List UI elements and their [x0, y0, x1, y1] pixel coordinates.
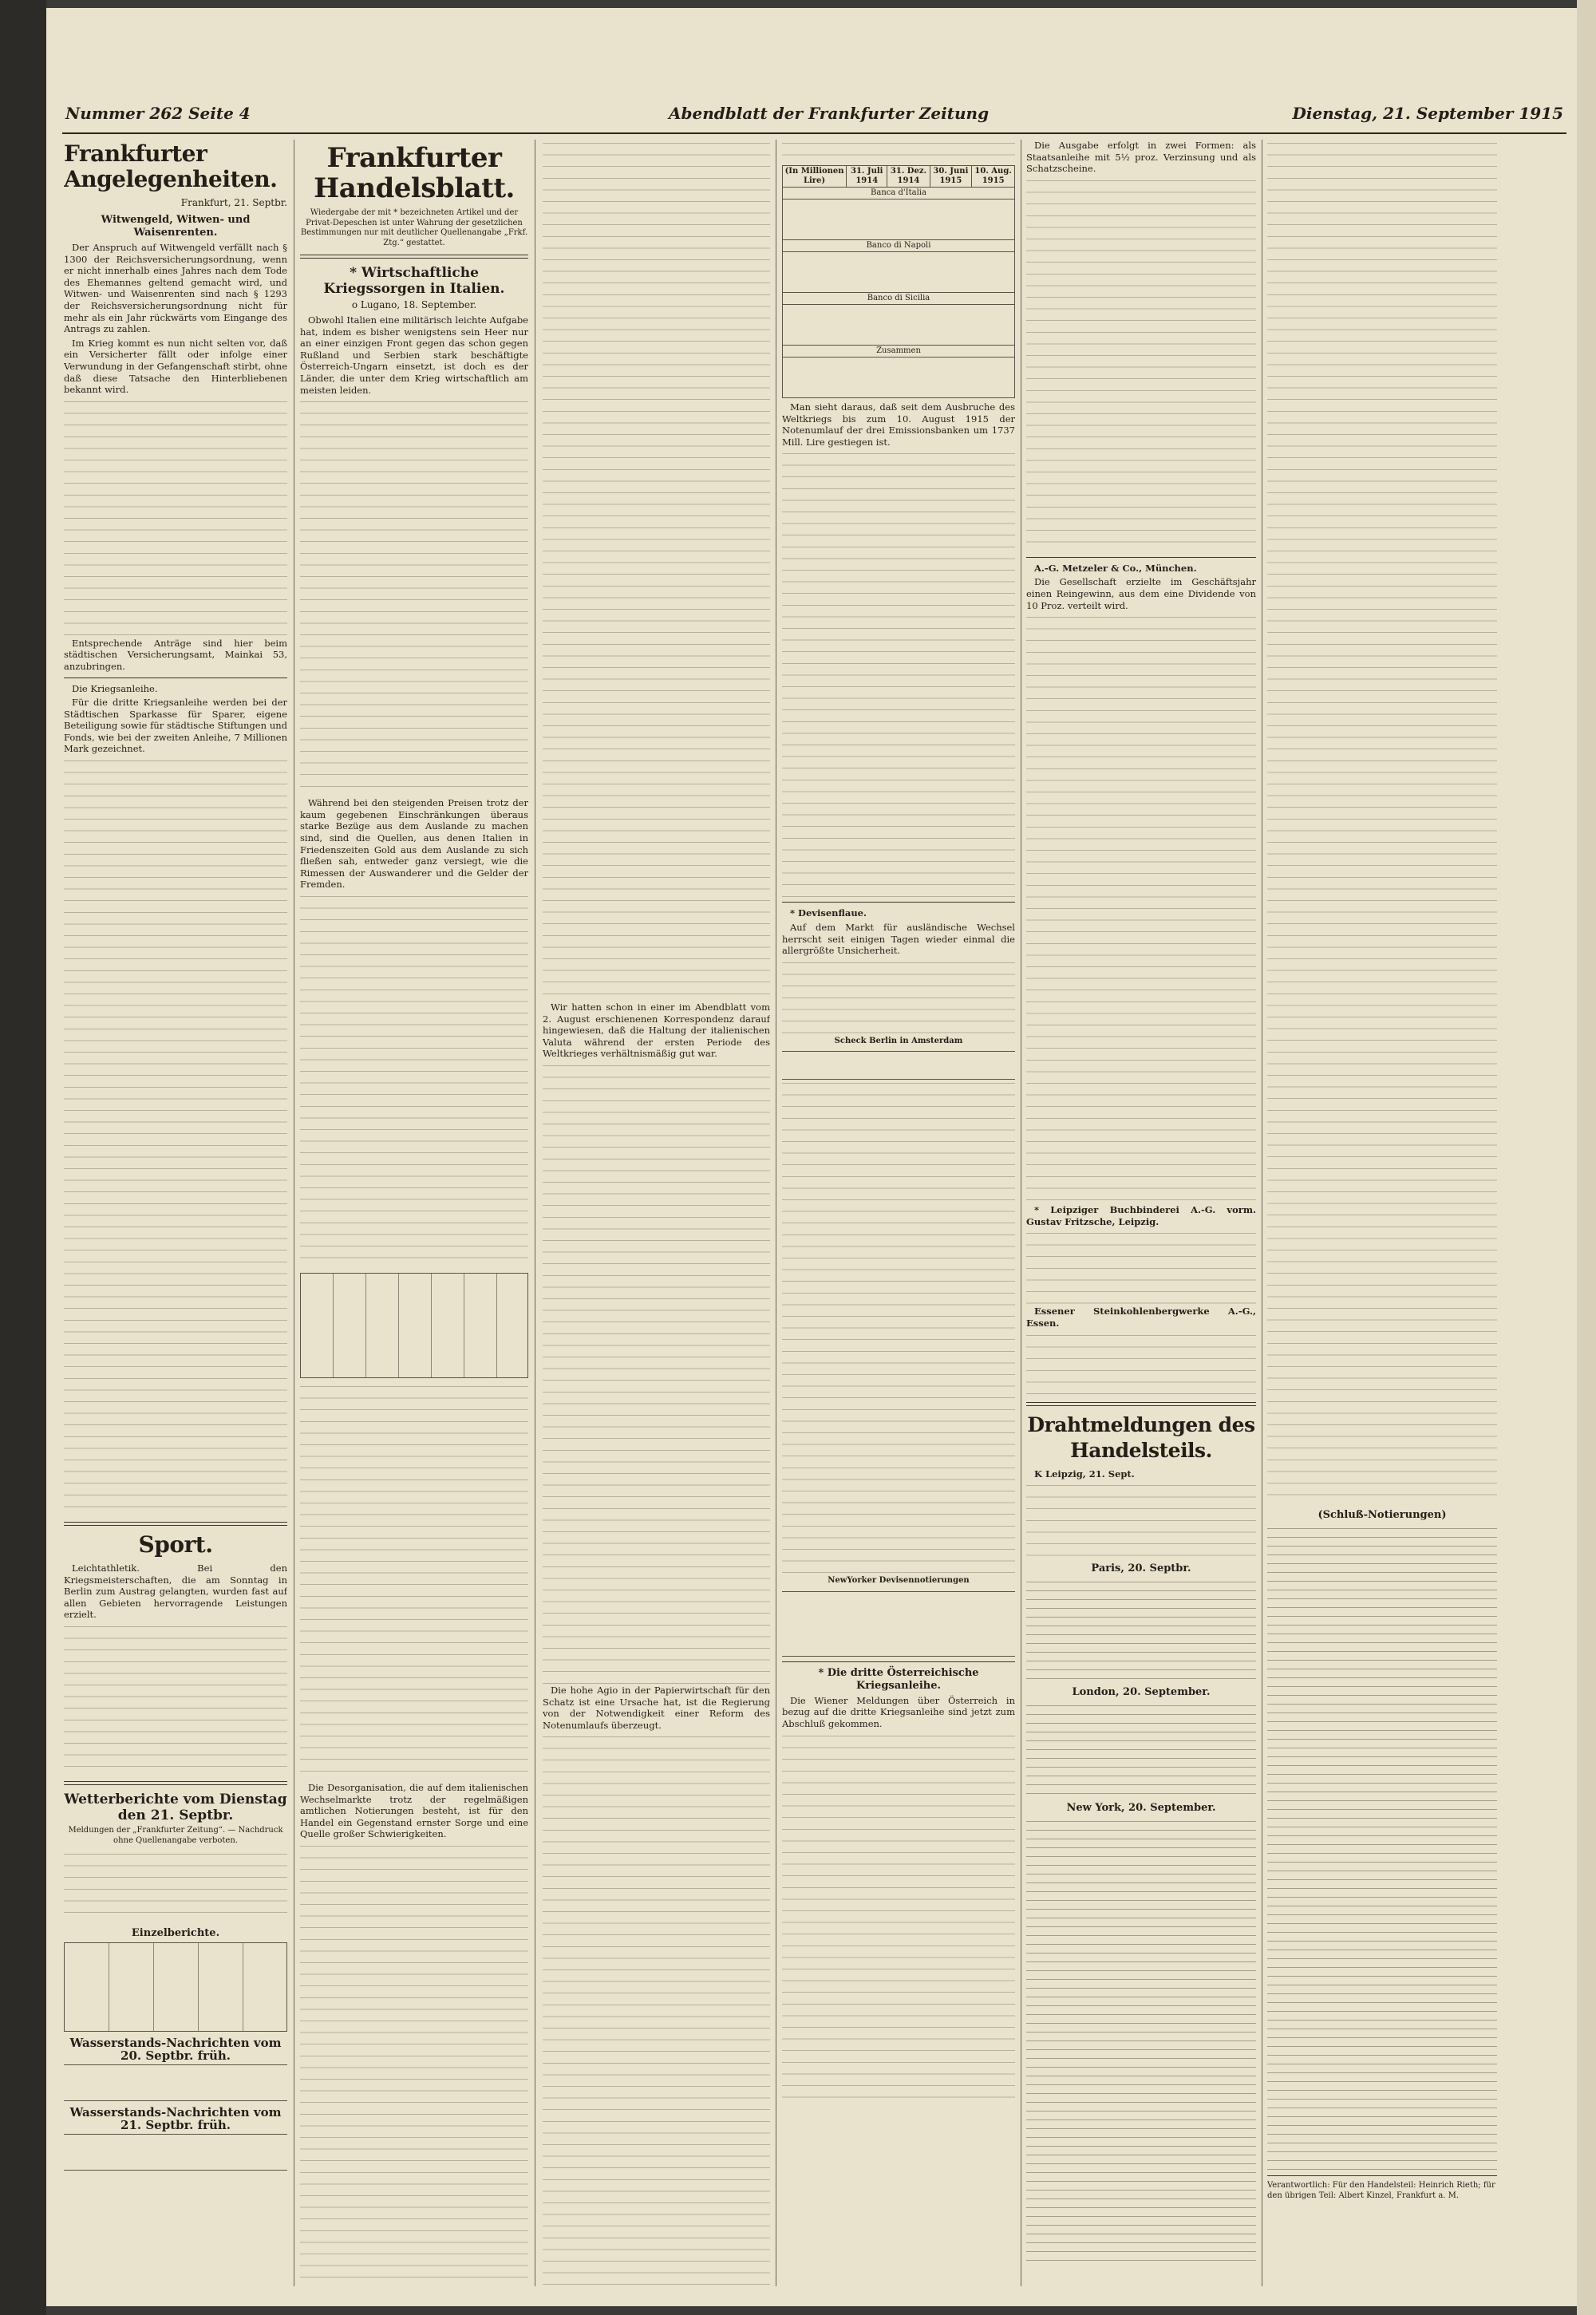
article-body-continued	[782, 1732, 1015, 2108]
section-title-sport: Sport.	[138, 1531, 213, 1558]
article-heading: * Die dritte Österreichische Kriegsanleihe.	[818, 1666, 979, 1692]
article-body-continued	[1026, 1230, 1256, 1306]
article-paragraph: Der Anspruch auf Witwengeld verfällt nach § 1300 der Reichsversicherungsordnung, wenn er nicht innerhalb eines Jahres nach dem Tode des Ehemannes geltend gemacht wird, und Witwen- und Waisenrenten sind nach § 1293 der Reichsversicherungsordnung nicht für mehr als ein Jahr rückwärts vom Eingange des Antrags zu zahlen.	[64, 242, 287, 335]
article-paragraph: Die Ausgabe erfolgt in zwei Formen: als Staatsanleihe mit 5½ proz. Verzinsung und als Schatzscheine.	[1026, 140, 1256, 175]
article-heading-inline: Essener Steinkohlenbergwerke A.-G., Essen.	[1026, 1306, 1256, 1329]
dateline: K Leipzig, 21. Sept.	[1034, 1468, 1135, 1479]
weather-heading: Wetterberichte vom Dienstag den 21. Septbr.	[64, 1792, 287, 1824]
masthead: Abendblatt der Frankfurter Zeitung	[669, 104, 990, 123]
waterlevel-table-1	[64, 2064, 287, 2101]
imprint: Verantwortlich: Für den Handelsteil: Heinrich Rieth; für den übrigen Teil: Albert Kinzel, Frankfurt a. M.	[1267, 2181, 1495, 2200]
article-body-continued	[782, 959, 1015, 1035]
column-1	[64, 140, 287, 2286]
column-4	[782, 140, 1015, 2286]
newyork-exchange-table	[782, 1591, 1015, 1657]
divider	[64, 1781, 287, 1785]
article-heading-inline: Die Kriegsanleihe.	[72, 682, 158, 694]
article-paragraph: Man sieht daraus, daß seit dem Ausbruche des Weltkriegs bis zum 10. August 1915 der Notenumlauf der drei Emissionsbanken um 1737 Mill. Lire gestiegen ist.	[782, 401, 1015, 448]
column-6	[1267, 140, 1497, 2286]
table-unit-header: (In Millionen Lire)	[783, 166, 847, 188]
reprint-note: Wiedergabe der mit * bezeichneten Artikel und der Privat-Depeschen ist unter Wahrung der gesetzlichen Bestimmungen nur mit deutlicher Quellenangabe „Frkf. Ztg.“ gestattet.	[300, 208, 528, 247]
article-body-continued	[300, 398, 528, 797]
issue-date: Dienstag, 21. September 1915	[1292, 104, 1563, 123]
table-section: Zusammen	[783, 346, 1015, 358]
newyork-quotes-table	[1026, 1817, 1256, 2264]
article-paragraph: Während bei den steigenden Preisen trotz der kaum gegebenen Einschränkungen überaus starke Bezüge aus dem Auslande zu machen sind, sind die Quellen, aus denen Italien in Friedenszeiten Gold aus dem Auslande zu sich fließen sah, entweder ganz versiegt, wie die Rimessen der Auswanderer und die Gelder der Fremden.	[300, 797, 528, 891]
table-row	[783, 358, 1015, 398]
column-3	[543, 140, 770, 2286]
section-title-wire: Drahtmeldungen des Handelsteils.	[1027, 1412, 1255, 1462]
table-section: Banco di Sicilia	[783, 293, 1015, 305]
newspaper-page	[46, 8, 1577, 2306]
divider	[64, 1522, 287, 1526]
table-row	[783, 252, 1015, 293]
market-heading: London, 20. September.	[1072, 1686, 1211, 1699]
article-heading-inline: * Devisenflaue.	[790, 907, 867, 919]
article-body-continued	[782, 140, 1015, 162]
article-paragraph: Entsprechende Anträge sind hier beim städtischen Versicherungsamt, Mainkai 53, anzubringen.	[64, 637, 287, 672]
article-body-continued	[64, 1623, 287, 1775]
waterlevel-heading-2: Wasserstands-Nachrichten vom 21. Septbr. früh.	[69, 2105, 282, 2133]
paris-quotes-table	[1026, 1578, 1256, 1681]
issue-number: Nummer 262 Seite 4	[65, 104, 251, 123]
article-body-continued	[1026, 177, 1256, 552]
weather-note: Meldungen der „Frankfurter Zeitung“. — Nachdruck ohne Quellenangabe verboten.	[68, 1826, 283, 1845]
table-row	[783, 305, 1015, 346]
article-body-continued	[543, 1733, 770, 2286]
weather-subheading: Einzelberichte.	[131, 1927, 220, 1940]
divider	[1026, 557, 1256, 558]
divider	[1026, 1402, 1256, 1406]
column-5	[1026, 140, 1256, 2286]
market-heading: New York, 20. September.	[1066, 1802, 1216, 1815]
table-section: Banca d'Italia	[783, 188, 1015, 200]
article-paragraph: Die Wiener Meldungen über Österreich in bezug auf die dritte Kriegsanleihe sind jetzt zum Abschluß gekommen.	[782, 1694, 1015, 1729]
article-heading-inline: * Leipziger Buchbinderei A.-G. vorm. Gustav Fritzsche, Leipzig.	[1026, 1204, 1256, 1227]
article-body-continued	[1026, 1482, 1256, 1558]
table-col-header: 31. Dez. 1914	[887, 166, 930, 188]
table-caption: NewYorker Devisennotierungen	[828, 1576, 970, 1586]
divider	[782, 902, 1015, 903]
next-page-edge	[1577, 0, 1596, 2315]
waterlevel-table-2	[64, 2134, 287, 2171]
section-title-commerce: Frankfurter Handelsblatt.	[314, 142, 515, 204]
article-body-continued	[543, 1062, 770, 1685]
table-col-header: 10. Aug. 1915	[972, 166, 1015, 188]
article-paragraph: Obwohl Italien eine militärisch leichte Aufgabe hat, indem es bisher wenigstens sein Heer nur an einer einzigen Front gegen das schon gegen Rußland und Serbien stark beschäftigte Österreich-Ungarn einsetzt, ist doch es der Länder, die unter dem Krieg wirtschaftlich am meisten leiden.	[300, 314, 528, 396]
table-row	[783, 200, 1015, 240]
table-col-header: 31. Juli 1914	[847, 166, 887, 188]
exchange-rate-table	[300, 1273, 528, 1378]
column-2	[300, 140, 528, 2286]
article-body-continued	[1026, 1332, 1256, 1396]
article-body-continued	[300, 1383, 528, 1782]
article-heading: Witwengeld, Witwen- und Waisenrenten.	[101, 214, 251, 239]
section-title-local: Frankfurter Angelegenheiten.	[64, 140, 278, 192]
article-paragraph: Auf dem Markt für ausländische Wechsel herrscht seit einigen Tagen wieder einmal die allergrößte Unsicherheit.	[782, 921, 1015, 957]
article-body-continued	[782, 1080, 1015, 1574]
article-paragraph: Die hohe Agio in der Papierwirtschaft für den Schatz ist eine Ursache hat, ist die Regierung von der Notwendigkeit einer Reform des Notenumlaufs überzeugt.	[543, 1684, 770, 1731]
divider	[1267, 2175, 1497, 2176]
table-caption: Scheck Berlin in Amsterdam	[834, 1036, 963, 1045]
article-body-continued	[300, 893, 528, 1268]
article-paragraph: Für die dritte Kriegsanleihe werden bei der Städtischen Sparkasse für Sparer, eigene Beteiligung sowie für städtische Stiftungen und Fonds, wie bei der zweiten Anleihe, 7 Millionen Mark gezeichnet.	[64, 697, 287, 755]
dateline: Frankfurt, 21. Septbr.	[180, 197, 287, 208]
article-heading: * Wirtschaftliche Kriegssorgen in Italien.	[323, 265, 505, 297]
article-body-continued	[782, 450, 1015, 897]
table-section: Banco di Napoli	[783, 240, 1015, 252]
article-body-continued	[64, 398, 287, 638]
waterlevel-heading-1: Wasserstands-Nachrichten vom 20. Septbr. früh.	[69, 2036, 282, 2064]
divider	[300, 255, 528, 259]
article-body-continued	[64, 757, 287, 1515]
stock-quotes-table	[1267, 1524, 1497, 2171]
article-paragraph: Wir hatten schon in einer im Abendblatt vom 2. August erschienenen Korrespondenz darauf hingewiesen, daß die Haltung der italienischen Valuta während der ersten Periode des Weltkrieges verhältnismäßig gut war.	[543, 1001, 770, 1060]
article-paragraph: Die Desorganisation, die auf dem italienischen Wechselmarkte trotz der regelmäßigen amtlichen Notierungen besteht, ist für den Handel ein Gegenstand ernster Sorge und eine Quelle großer Schwierigkeiten.	[300, 1781, 528, 1840]
article-body-continued	[300, 1843, 528, 2286]
weather-table	[64, 1942, 287, 2032]
article-paragraph: Leichtathletik. Bei den Kriegsmeisterschaften, die am Sonntag in Berlin zum Austrag gelangten, wurden fast auf allen Gebieten hervorragende Leistungen erzielt.	[64, 1562, 287, 1621]
table-col-header: 30. Juni 1915	[930, 166, 972, 188]
banknote-table	[782, 165, 1015, 398]
article-heading-inline: A.-G. Metzeler & Co., München.	[1034, 562, 1197, 574]
market-heading: Paris, 20. Septbr.	[1091, 1562, 1191, 1575]
article-paragraph: Im Krieg kommt es nun nicht selten vor, daß ein Versicherter fällt oder infolge einer Verwundung in der Gefangenschaft stirbt, ohne daß diese Tatsache den Hinterbliebenen bekannt wird.	[64, 337, 287, 396]
weather-body	[64, 1851, 287, 1922]
cheque-table	[782, 1051, 1015, 1080]
page-header	[62, 104, 1566, 134]
dateline: o Lugano, 18. September.	[351, 299, 477, 310]
article-body-continued	[1026, 614, 1256, 1204]
book-binding	[0, 0, 46, 2315]
market-heading: (Schluß-Notierungen)	[1317, 1509, 1447, 1521]
london-quotes-table	[1026, 1701, 1256, 1797]
article-body-continued	[543, 140, 770, 1001]
divider	[782, 1661, 1015, 1662]
article-body-continued	[1267, 140, 1497, 1504]
article-paragraph: Die Gesellschaft erzielte im Geschäftsjahr einen Reingewinn, aus dem eine Dividende von 10 Proz. verteilt wird.	[1026, 576, 1256, 611]
